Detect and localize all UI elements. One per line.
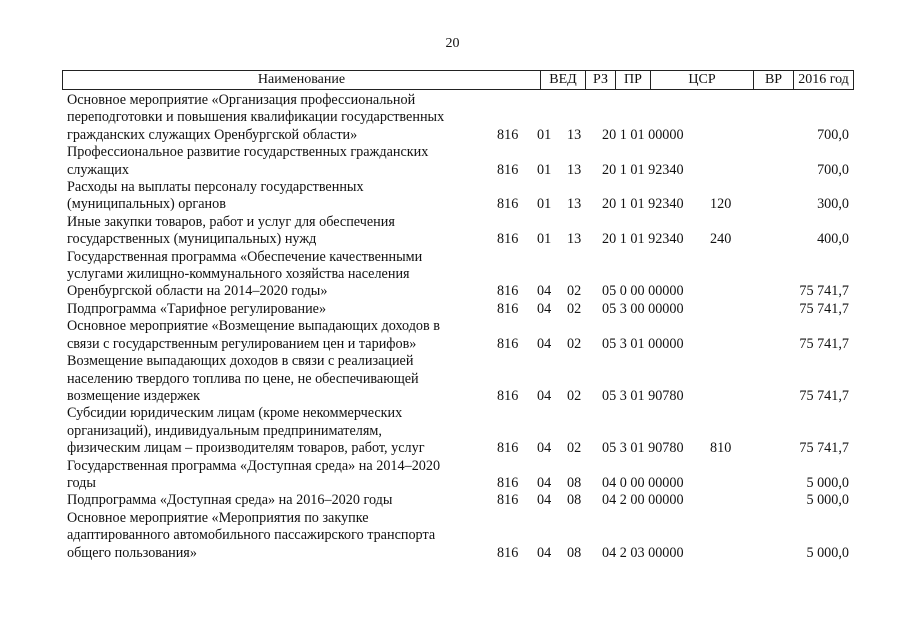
row-pr: 02 bbox=[567, 283, 582, 300]
row-name bbox=[62, 492, 487, 509]
row-name-line: Основное мероприятие «Мероприятия по закупке bbox=[67, 509, 369, 526]
row-amount: 700,0 bbox=[817, 161, 849, 178]
row-rz: 04 bbox=[537, 492, 552, 509]
row-pr: 02 bbox=[567, 300, 582, 317]
row-name bbox=[62, 510, 487, 562]
header-pr: ПР bbox=[615, 71, 650, 89]
row-amount: 75 741,7 bbox=[799, 440, 849, 457]
row-ved: 816 bbox=[497, 126, 519, 143]
row-name bbox=[62, 458, 487, 493]
row-ved: 816 bbox=[497, 492, 519, 509]
row-rz: 01 bbox=[537, 196, 552, 213]
row-name bbox=[62, 179, 487, 214]
row-csr: 04 2 03 00000 bbox=[602, 544, 684, 561]
row-csr: 05 3 01 90780 bbox=[602, 387, 684, 404]
header-vr: ВР bbox=[753, 71, 793, 89]
row-amount: 700,0 bbox=[817, 126, 849, 143]
page-number: 20 bbox=[445, 36, 460, 51]
row-pr: 08 bbox=[567, 474, 582, 491]
row-csr: 05 3 01 00000 bbox=[602, 335, 684, 352]
row-name bbox=[62, 301, 487, 318]
row-csr: 20 1 01 00000 bbox=[602, 126, 684, 143]
row-ved: 816 bbox=[497, 440, 519, 457]
row-pr: 02 bbox=[567, 387, 582, 404]
row-name-line: организаций), индивидуальным предпринимателям, bbox=[67, 422, 382, 439]
row-pr: 13 bbox=[567, 126, 582, 143]
row-csr: 20 1 01 92340 bbox=[602, 231, 684, 248]
row-name-line: Иные закупки товаров, работ и услуг для обеспечения bbox=[67, 213, 395, 230]
row-name-line: переподготовки и повышения квалификации государственных bbox=[67, 109, 445, 126]
row-pr: 02 bbox=[567, 440, 582, 457]
row-name bbox=[62, 92, 487, 144]
row-amount: 300,0 bbox=[817, 196, 849, 213]
table-row bbox=[62, 353, 854, 405]
row-amount: 5 000,0 bbox=[806, 492, 849, 509]
row-amount: 75 741,7 bbox=[799, 300, 849, 317]
row-amount: 75 741,7 bbox=[799, 283, 849, 300]
row-pr: 08 bbox=[567, 544, 582, 561]
row-name-line: служащих bbox=[67, 161, 129, 178]
row-ved: 816 bbox=[497, 196, 519, 213]
table-row bbox=[62, 492, 854, 509]
row-name-line: Субсидии юридическим лицам (кроме некоммерческих bbox=[67, 405, 403, 422]
row-vr: 810 bbox=[710, 440, 732, 457]
row-vr: 120 bbox=[710, 196, 732, 213]
row-name bbox=[62, 144, 487, 179]
row-name bbox=[62, 405, 487, 457]
row-csr: 04 0 00 00000 bbox=[602, 474, 684, 491]
table-row bbox=[62, 510, 854, 562]
table-row bbox=[62, 458, 854, 493]
row-rz: 04 bbox=[537, 335, 552, 352]
table-row bbox=[62, 144, 854, 179]
table-row bbox=[62, 214, 854, 249]
row-rz: 01 bbox=[537, 126, 552, 143]
row-rz: 04 bbox=[537, 544, 552, 561]
header-csr: ЦСР bbox=[650, 71, 753, 89]
row-name-line: Расходы на выплаты персоналу государственных bbox=[67, 179, 364, 196]
row-name-line: Оренбургской области на 2014–2020 годы» bbox=[67, 283, 328, 300]
row-rz: 01 bbox=[537, 161, 552, 178]
table-header bbox=[62, 70, 854, 90]
row-ved: 816 bbox=[497, 283, 519, 300]
table-row bbox=[62, 249, 854, 301]
row-name-line: Возмещение выпадающих доходов в связи с реализацией bbox=[67, 353, 414, 370]
row-name-line: общего пользования» bbox=[67, 544, 197, 561]
row-name-line: гражданских служащих Оренбургской области» bbox=[67, 126, 358, 143]
header-ved: ВЕД bbox=[540, 71, 585, 89]
row-name-line: Основное мероприятие «Организация профессиональной bbox=[67, 92, 416, 108]
table-row bbox=[62, 92, 854, 144]
row-csr: 05 3 01 90780 bbox=[602, 440, 684, 457]
row-csr: 05 0 00 00000 bbox=[602, 283, 684, 300]
row-name-line: Государственная программа «Доступная среда» на 2014–2020 bbox=[67, 457, 441, 474]
row-rz: 04 bbox=[537, 283, 552, 300]
row-amount: 5 000,0 bbox=[806, 544, 849, 561]
row-pr: 13 bbox=[567, 161, 582, 178]
row-amount: 400,0 bbox=[817, 231, 849, 248]
row-name-line: государственных (муниципальных) нужд bbox=[67, 231, 317, 248]
row-name bbox=[62, 353, 487, 405]
row-amount: 75 741,7 bbox=[799, 387, 849, 404]
row-ved: 816 bbox=[497, 161, 519, 178]
table-row bbox=[62, 405, 854, 457]
row-ved: 816 bbox=[497, 231, 519, 248]
row-name-line: связи с государственным регулированием цен и тарифов» bbox=[67, 335, 417, 352]
header-name: Наименование bbox=[257, 72, 346, 87]
row-name bbox=[62, 214, 487, 249]
row-amount: 75 741,7 bbox=[799, 335, 849, 352]
row-ved: 816 bbox=[497, 300, 519, 317]
row-name-line: физическим лицам – производителям товаров, работ, услуг bbox=[67, 440, 425, 457]
row-pr: 08 bbox=[567, 492, 582, 509]
table-row bbox=[62, 301, 854, 318]
row-name-line: Подпрограмма «Доступная среда» на 2016–2020 годы bbox=[67, 492, 393, 509]
row-rz: 04 bbox=[537, 300, 552, 317]
row-name-line: Основное мероприятие «Возмещение выпадающих доходов в bbox=[67, 318, 440, 335]
row-csr: 20 1 01 92340 bbox=[602, 161, 684, 178]
row-name-line: Государственная программа «Обеспечение качественными bbox=[67, 248, 423, 265]
row-csr: 05 3 00 00000 bbox=[602, 300, 684, 317]
table-row bbox=[62, 318, 854, 353]
row-amount: 5 000,0 bbox=[806, 474, 849, 491]
row-ved: 816 bbox=[497, 387, 519, 404]
row-rz: 04 bbox=[537, 440, 552, 457]
row-name-line: Подпрограмма «Тарифное регулирование» bbox=[67, 300, 327, 317]
row-pr: 13 bbox=[567, 196, 582, 213]
row-csr: 20 1 01 92340 bbox=[602, 196, 684, 213]
row-name-line: (муниципальных) органов bbox=[67, 196, 226, 213]
row-ved: 816 bbox=[497, 544, 519, 561]
row-name-line: возмещение издержек bbox=[67, 387, 200, 404]
row-csr: 04 2 00 00000 bbox=[602, 492, 684, 509]
row-pr: 02 bbox=[567, 335, 582, 352]
table-body bbox=[62, 92, 854, 562]
row-rz: 04 bbox=[537, 387, 552, 404]
header-year: 2016 год bbox=[793, 71, 853, 89]
header-rz: РЗ bbox=[585, 71, 615, 89]
row-name-line: населению твердого топлива по цене, не обеспечивающей bbox=[67, 370, 419, 387]
row-name bbox=[62, 318, 487, 353]
row-name bbox=[62, 249, 487, 301]
row-ved: 816 bbox=[497, 335, 519, 352]
row-rz: 01 bbox=[537, 231, 552, 248]
row-name-line: адаптированного автомобильного пассажирского транспорта bbox=[67, 527, 436, 544]
row-pr: 13 bbox=[567, 231, 582, 248]
row-name-line: Профессиональное развитие государственных гражданских bbox=[67, 144, 429, 161]
row-ved: 816 bbox=[497, 474, 519, 491]
row-rz: 04 bbox=[537, 474, 552, 491]
row-vr: 240 bbox=[710, 231, 732, 248]
table-row bbox=[62, 179, 854, 214]
row-name-line: услугами жилищно-коммунального хозяйства населения bbox=[67, 266, 410, 283]
row-name-line: годы bbox=[67, 474, 96, 491]
